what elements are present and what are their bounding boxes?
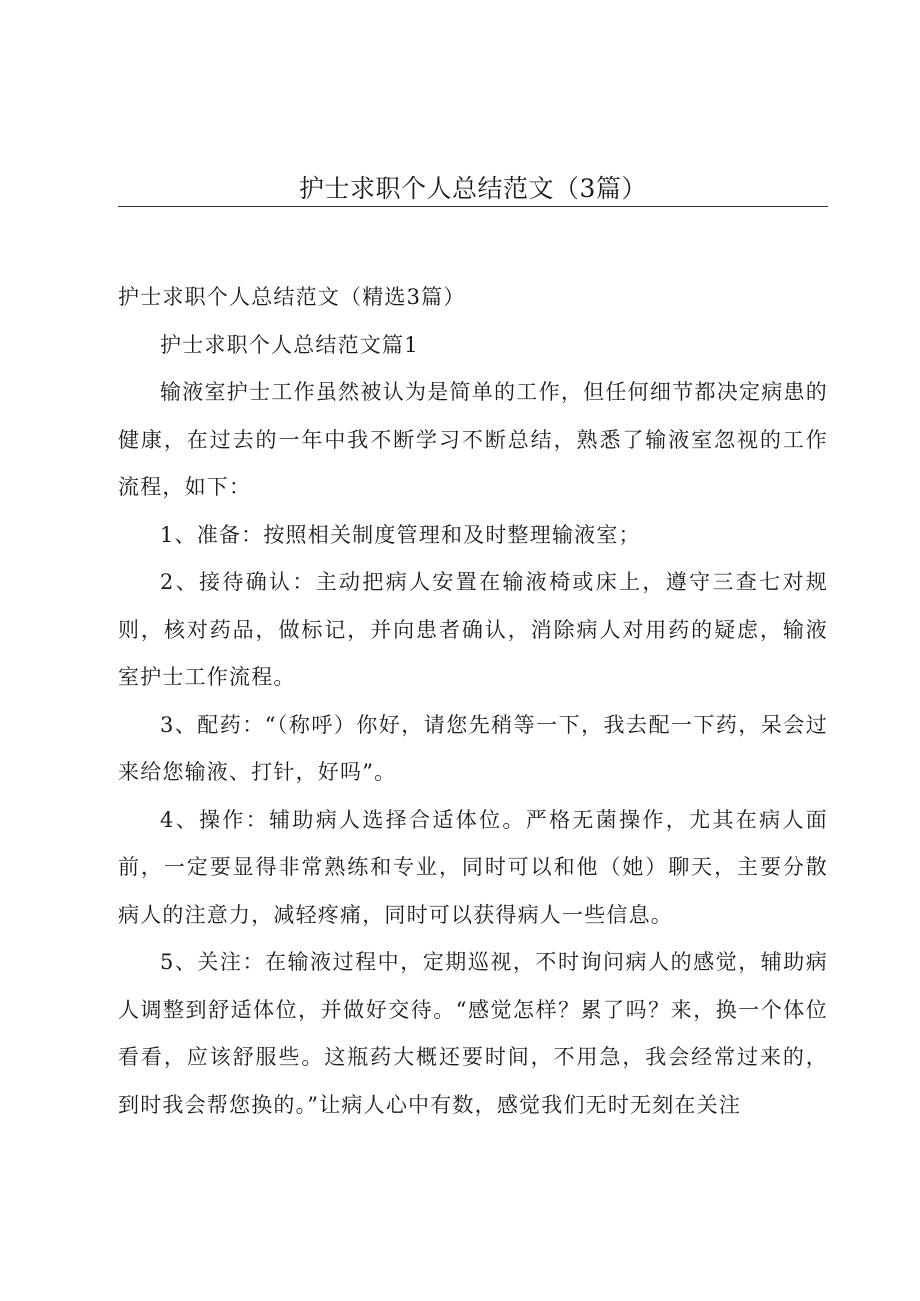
body-paragraph: 输液室护士工作虽然被认为是简单的工作，但任何细节都决定病患的健康，在过去的一年中我不断学习不断总结，熟悉了输液室忽视的工作流程，如下： [118, 380, 828, 499]
document-body [118, 274, 828, 1129]
list-item-attention: 5、关注：在输液过程中，定期巡视，不时询问病人的感觉，辅助病人调整到舒适体位，并做好交待。“感觉怎样？累了吗？来，换一个体位看看，应该舒服些。这瓶药大概还要时间，不用急，我会经常过来的，到时我会帮您换的。”让病人心中有数，感觉我们无时无刻在关注 [118, 950, 828, 1117]
list-item-reception: 2、接待确认：主动把病人安置在输液椅或床上，遵守三查七对规则，核对药品，做标记，并向患者确认，消除病人对用药的疑虑，输液室护士工作流程。 [118, 570, 828, 689]
list-item-preparation: 1、准备：按照相关制度管理和及时整理输液室； [160, 522, 641, 547]
title-divider [118, 206, 828, 207]
subtitle-paragraph: 护士求职个人总结范文（精选3篇） [118, 285, 466, 309]
list-item-operation: 4、操作：辅助病人选择合适体位。严格无菌操作，尤其在病人面前，一定要显得非常熟练和专业，同时可以和他（她）聊天，主要分散病人的注意力，减轻疼痛，同时可以获得病人一些信息。 [118, 807, 828, 927]
list-item-dispensing: 3、配药：“（称呼）你好，请您先稍等一下，我去配一下药，呆会过来给您输液、打针，好吗”。 [118, 712, 828, 784]
section-heading: 护士求职个人总结范文篇1 [160, 332, 419, 357]
document-title: 护士求职个人总结范文（3篇） [299, 174, 647, 203]
